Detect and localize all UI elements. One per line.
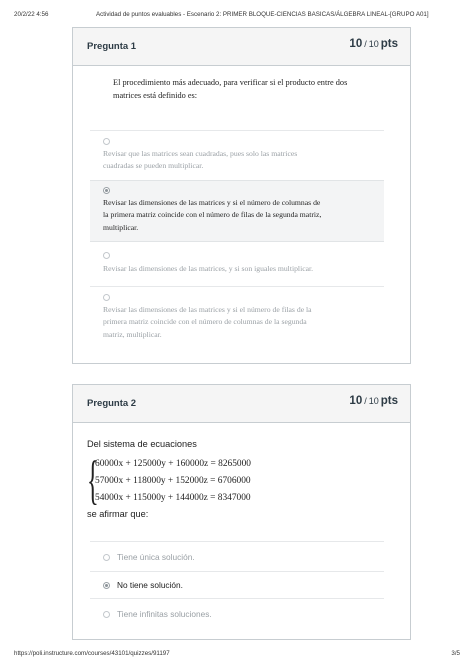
question-1-total: 10 (368, 39, 379, 49)
radio-selected-icon[interactable] (103, 582, 110, 589)
radio-selected-icon[interactable] (103, 187, 110, 194)
print-header (14, 11, 460, 21)
answer-text-line: Revisar las dimensiones de las matrices y si el número de columnas de (103, 198, 321, 207)
answer-text-line: Revisar las dimensiones de las matrices, y si son iguales multiplicar. (103, 264, 314, 273)
radio-icon[interactable] (103, 252, 110, 259)
question-1-unit: pts (380, 38, 398, 50)
answer-divider (90, 571, 384, 572)
print-page-number: 3/5 (451, 650, 460, 657)
answer-divider (90, 598, 384, 599)
print-footer (14, 650, 460, 660)
equation-3: 54000x + 115000y + 144000z = 8347000 (95, 493, 251, 503)
question-2-score: 10 (349, 395, 363, 407)
answer-divider (90, 130, 384, 131)
question-2-points-separator: / (364, 396, 367, 406)
print-date: 20/2/22 4:56 (14, 11, 49, 18)
radio-icon[interactable] (103, 138, 110, 145)
question-1-score: 10 (349, 38, 363, 50)
question-1-answer-2[interactable] (90, 180, 384, 242)
answer-text (103, 304, 312, 341)
answer-divider (90, 541, 384, 542)
answer-label: Tiene única solución. (117, 552, 195, 562)
answer-text (103, 148, 297, 173)
answer-text-line: Revisar las dimensiones de las matrices y si el número de filas de la (103, 305, 312, 314)
question-1-answer-4[interactable] (90, 290, 384, 348)
question-2-follow: se afirmar que: (87, 509, 149, 519)
answer-divider (90, 286, 384, 287)
radio-icon[interactable] (103, 294, 110, 301)
question-2-answer-1[interactable] (90, 547, 384, 569)
question-1-points (349, 38, 398, 50)
answer-text-line: primera matriz coincide con el número de columnas de la segunda (103, 317, 307, 327)
answer-text-line: la primera matriz coincide con el número de filas de la segunda matriz, (103, 210, 322, 220)
answer-label: Tiene infinitas soluciones. (117, 609, 212, 619)
question-1-answer-1[interactable] (90, 134, 384, 186)
question-2-total: 10 (368, 396, 379, 406)
equation-1: 60000x + 125000y + 160000z = 8265000 (95, 459, 251, 469)
answer-text (103, 197, 321, 234)
question-1-points-separator: / (364, 39, 367, 49)
question-1-text (113, 77, 393, 102)
question-1-card (72, 27, 411, 364)
radio-icon[interactable] (103, 554, 110, 561)
answer-text-line: matriz, multiplicar. (103, 329, 162, 339)
question-2-unit: pts (380, 395, 398, 407)
equation-2: 57000x + 118000y + 152000z = 6706000 (95, 476, 251, 486)
radio-icon[interactable] (103, 611, 110, 618)
equation-system (87, 450, 307, 510)
question-1-text-line: matrices está definido es: (113, 90, 198, 100)
answer-label: No tiene solución. (117, 580, 183, 590)
question-2-answer-3[interactable] (90, 604, 384, 626)
question-1-title: Pregunta 1 (87, 41, 137, 52)
print-url: https://poli.instructure.com/courses/43101/quizzes/91197 (14, 650, 170, 657)
print-page-title: Actividad de puntos evaluables - Escenario 2: PRIMER BLOQUE-CIENCIAS BASICAS/ÁLGEBRA LINEAL-[GRUPO A01] (96, 11, 429, 18)
question-2-card (72, 384, 411, 640)
question-1-text-line: El procedimiento más adecuado, para verificar si el producto entre dos (113, 78, 348, 87)
answer-text (103, 263, 313, 275)
question-2-answer-2[interactable] (90, 575, 384, 597)
answer-text-line: cuadradas se pueden multiplicar. (103, 161, 204, 171)
question-2-points (349, 395, 398, 407)
question-1-header (73, 28, 410, 66)
answer-text-line: Revisar que las matrices sean cuadradas, pues solo las matrices (103, 149, 298, 158)
question-2-lead: Del sistema de ecuaciones (87, 439, 197, 449)
question-1-answer-3[interactable] (90, 248, 384, 286)
question-2-header (73, 385, 410, 423)
answer-text-line: multiplicar. (103, 222, 139, 232)
question-2-title: Pregunta 2 (87, 398, 137, 409)
brace-icon: { (87, 450, 99, 510)
